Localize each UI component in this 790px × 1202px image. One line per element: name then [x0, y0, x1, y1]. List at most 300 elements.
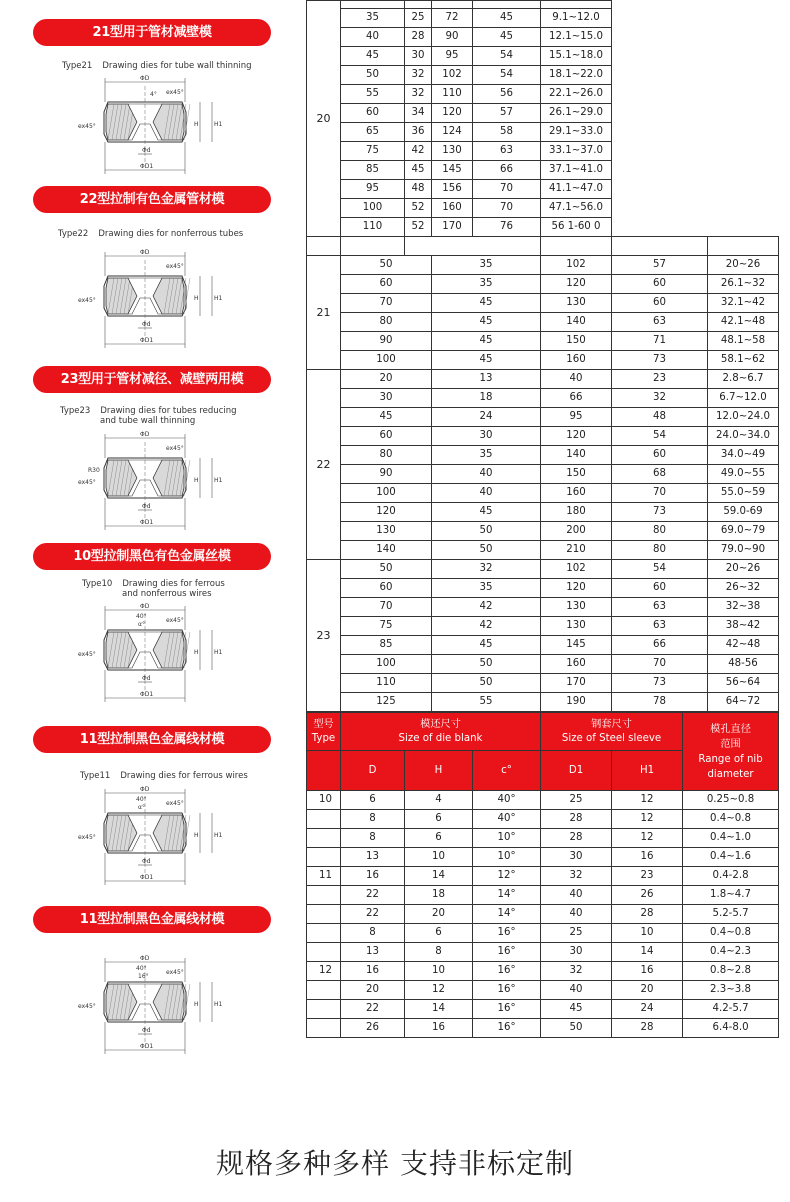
dim-H-label: H: [194, 832, 199, 839]
table-cell: 49.0~55: [708, 465, 779, 484]
table-cell: 130: [432, 142, 473, 161]
table-cell: 34: [405, 104, 432, 123]
drawing-desc-line: and tube wall thinning: [100, 416, 196, 426]
table-cell: 16°: [473, 1019, 541, 1038]
table-cell: 12: [405, 981, 473, 1000]
table-cell: 52: [405, 218, 432, 237]
table-cell: 66: [473, 161, 541, 180]
table-cell: 124: [432, 123, 473, 142]
table-cell: 73: [612, 351, 708, 370]
table-cell: 42: [405, 142, 432, 161]
type-cell: [307, 905, 341, 924]
table-cell: 36: [405, 123, 432, 142]
table-cell: 16: [341, 867, 405, 886]
table-cell: 29.1~33.0: [541, 123, 612, 142]
table-cell: 40: [541, 370, 612, 389]
table-row: [307, 943, 779, 962]
table-cell: 40°: [473, 791, 541, 810]
table-cell: 69.0~79: [708, 522, 779, 541]
table-row: [307, 905, 779, 924]
table-cell: 22: [341, 1000, 405, 1019]
dim-D1-label: ΦD1: [140, 691, 154, 698]
table-cell: 55: [432, 693, 541, 712]
table-cell: 0.25~0.8: [683, 791, 779, 810]
table-cell: 48: [405, 180, 432, 199]
table-cell: 160: [541, 351, 612, 370]
table-cell: 58: [473, 123, 541, 142]
table-cell: 1.8~4.7: [683, 886, 779, 905]
table-cell: 85: [341, 636, 432, 655]
table-cell: 16°: [473, 981, 541, 1000]
table-row: [307, 218, 779, 237]
dim-H1-label: H1: [214, 649, 223, 656]
type-cell: [307, 943, 341, 962]
table-cell: 30: [541, 848, 612, 867]
table-cell: 13: [432, 370, 541, 389]
dim-D1-label: ΦD1: [140, 337, 154, 344]
table-row: [307, 199, 779, 218]
table-cell: 42~48: [708, 636, 779, 655]
table-cell: 120: [541, 579, 612, 598]
table-cell: 65: [341, 123, 405, 142]
table-cell: 130: [341, 522, 432, 541]
dim-D-label: ΦD: [140, 431, 150, 438]
header-blank-cn: 模还尺寸: [420, 718, 461, 730]
table-row: [307, 408, 779, 427]
table-cell: 41.1~47.0: [541, 180, 612, 199]
ex45-label-top: ex45°: [166, 445, 184, 452]
table-row: [307, 28, 779, 47]
table-cell: 95: [541, 408, 612, 427]
dim-d-label: Φd: [142, 321, 151, 328]
table-cell: [708, 237, 779, 256]
table-row: [307, 1, 779, 9]
table-cell: 12: [612, 791, 683, 810]
table-cell: 60: [341, 579, 432, 598]
table-cell: 6: [405, 924, 473, 943]
table-cell: [708, 199, 779, 218]
ex45-label-top: ex45°: [166, 969, 184, 976]
table-cell: 16: [612, 848, 683, 867]
table-cell: 35: [432, 256, 541, 275]
table-cell: 0.8~2.8: [683, 962, 779, 981]
table-cell: [612, 66, 708, 85]
table-cell: 130: [541, 598, 612, 617]
table-cell: [612, 237, 708, 256]
table-cell: [612, 161, 708, 180]
table-cell: [708, 9, 779, 28]
table-cell: [405, 1, 432, 9]
table-cell: 210: [541, 541, 612, 560]
spec-table-tubes: [306, 0, 779, 712]
table-cell: 26.1~29.0: [541, 104, 612, 123]
table-cell: 160: [432, 199, 473, 218]
table-row: [307, 674, 779, 693]
table-cell: 50: [341, 256, 432, 275]
table-cell: 6.4-8.0: [683, 1019, 779, 1038]
table-cell: 160: [541, 655, 612, 674]
table-cell: 52: [405, 199, 432, 218]
table-cell: 13: [341, 848, 405, 867]
table-cell: 20: [341, 981, 405, 1000]
table-cell: 54: [473, 47, 541, 66]
header-type-cn: 型号: [313, 718, 334, 730]
table-cell: 90: [341, 332, 432, 351]
type-cell: 11: [307, 867, 341, 886]
table-cell: [708, 218, 779, 237]
table-cell: 16: [405, 1019, 473, 1038]
table-row: [307, 351, 779, 370]
die-drawing: [40, 783, 260, 903]
table-cell: 71: [612, 332, 708, 351]
table-cell: 80: [612, 522, 708, 541]
table-cell: 50: [432, 541, 541, 560]
drawing-type-label: Type10: [82, 579, 113, 589]
type-cell: 20: [307, 1, 341, 237]
table-row: [307, 579, 779, 598]
die-drawing: [40, 600, 260, 720]
drawing-caption: [58, 229, 243, 239]
table-cell: 50: [432, 655, 541, 674]
table-cell: 57: [612, 256, 708, 275]
table-cell: 18.1~22.0: [541, 66, 612, 85]
ex45-label-left: ex45°: [78, 123, 96, 130]
table-cell: 120: [341, 503, 432, 522]
table-cell: 2.3~3.8: [683, 981, 779, 1000]
table-cell: 90: [432, 28, 473, 47]
table-cell: 45: [473, 9, 541, 28]
table-cell: 4.2-5.7: [683, 1000, 779, 1019]
table-cell: 80: [341, 446, 432, 465]
table-cell: 66: [612, 636, 708, 655]
table-cell: 100: [341, 199, 405, 218]
table-cell: [612, 1, 708, 9]
table-row: [307, 962, 779, 981]
table-row: [307, 791, 779, 810]
drawing-type-label: Type21: [62, 61, 93, 71]
header-nib-line: 模孔直径: [710, 723, 751, 735]
table-row: [307, 85, 779, 104]
table-cell: [612, 28, 708, 47]
table-cell: 16: [612, 962, 683, 981]
table-cell: 35: [341, 9, 405, 28]
table-cell: 23: [612, 370, 708, 389]
table-cell: 102: [432, 66, 473, 85]
table-cell: 28: [541, 810, 612, 829]
angle-16-label: 16°: [138, 973, 149, 980]
table-cell: 63: [473, 142, 541, 161]
table-row: [307, 655, 779, 674]
table-cell: [708, 161, 779, 180]
dim-D-label: ΦD: [140, 786, 150, 793]
table-cell: 45: [432, 636, 541, 655]
table-cell: 0.4~1.0: [683, 829, 779, 848]
table-cell: 18: [405, 886, 473, 905]
table-row: [307, 829, 779, 848]
ex45-label-top: ex45°: [166, 263, 184, 270]
table-cell: 40: [432, 484, 541, 503]
dim-D-label: ΦD: [140, 75, 150, 82]
table-cell: 16°: [473, 943, 541, 962]
table-cell: [708, 142, 779, 161]
ex45-label-left: ex45°: [78, 834, 96, 841]
table-cell: 32: [405, 85, 432, 104]
type-cell: 21: [307, 256, 341, 370]
table-cell: 20: [341, 370, 432, 389]
table-cell: 150: [541, 332, 612, 351]
table-cell: 45: [541, 1000, 612, 1019]
drawing-desc-line: and nonferrous wires: [122, 589, 212, 599]
table-cell: 0.4~1.6: [683, 848, 779, 867]
table-cell: 8: [405, 943, 473, 962]
dim-d-label: Φd: [142, 503, 151, 510]
bottom-slogan: 规格多种多样 支持非标定制: [216, 1147, 574, 1180]
table-row: [307, 446, 779, 465]
table-row: [307, 1000, 779, 1019]
die-drawing: [40, 72, 260, 192]
angle-40-label: 40°: [136, 796, 147, 803]
table-cell: 28: [405, 28, 432, 47]
table-row: [307, 427, 779, 446]
dim-H1-label: H1: [214, 1001, 223, 1008]
drawing-type-label: Type23: [60, 406, 91, 416]
dim-H-label: H: [194, 1001, 199, 1008]
table-cell: 63: [612, 598, 708, 617]
table-cell: 2.8~6.7: [708, 370, 779, 389]
header-row: [307, 713, 779, 751]
table-row: [307, 541, 779, 560]
dim-D-label: ΦD: [140, 249, 150, 256]
table-cell: 70: [341, 598, 432, 617]
table-cell: 30: [432, 427, 541, 446]
table-cell: 34.0~49: [708, 446, 779, 465]
table-cell: 32~38: [708, 598, 779, 617]
table-cell: 68: [612, 465, 708, 484]
table-row: [307, 370, 779, 389]
table-cell: 120: [432, 104, 473, 123]
table-cell: 60: [341, 104, 405, 123]
table-cell: 12.0~24.0: [708, 408, 779, 427]
table-row: [307, 9, 779, 28]
table-cell: 42: [432, 617, 541, 636]
angle-40-label: 40°: [136, 965, 147, 972]
table-cell: 50: [541, 1019, 612, 1038]
header-col: D: [341, 751, 405, 791]
section-title-6: 11型拉制黑色金属线材模: [33, 906, 271, 933]
dim-H1-label: H1: [214, 121, 223, 128]
drawing-desc-line: Drawing dies for tube wall thinning: [102, 61, 252, 71]
table-row: [307, 810, 779, 829]
table-cell: 55: [341, 85, 405, 104]
table-cell: 6: [405, 810, 473, 829]
die-drawing: [40, 428, 260, 548]
table-cell: 180: [541, 503, 612, 522]
table-cell: 28: [612, 1019, 683, 1038]
table-cell: 60: [341, 427, 432, 446]
drawing-desc-line: Drawing dies for ferrous wires: [120, 771, 248, 781]
dim-H1-label: H1: [214, 832, 223, 839]
drawing-type-label: Type11: [80, 771, 111, 781]
table-cell: 30: [341, 389, 432, 408]
table-cell: 40: [341, 28, 405, 47]
table-row: [307, 924, 779, 943]
table-cell: 26: [612, 886, 683, 905]
table-row: [307, 465, 779, 484]
table-cell: 95: [341, 180, 405, 199]
table-cell: 35: [432, 579, 541, 598]
table-cell: 42: [432, 598, 541, 617]
table-cell: 22: [341, 886, 405, 905]
table-cell: 80: [612, 541, 708, 560]
table-cell: [612, 85, 708, 104]
table-cell: 100: [341, 351, 432, 370]
type-cell: 10: [307, 791, 341, 810]
table-cell: 130: [541, 294, 612, 313]
table-cell: 45: [432, 332, 541, 351]
table-cell: 38~42: [708, 617, 779, 636]
table-cell: 33.1~37.0: [541, 142, 612, 161]
header-blank-en: Size of die blank: [398, 732, 483, 744]
table-cell: 76: [473, 218, 541, 237]
table-row: [307, 1019, 779, 1038]
table-cell: 73: [612, 674, 708, 693]
table-row: [307, 636, 779, 655]
table-cell: 63: [612, 617, 708, 636]
type-cell: [307, 924, 341, 943]
header-col: D1: [541, 751, 612, 791]
table-cell: 32: [612, 389, 708, 408]
angle-4-label: 4°: [150, 91, 157, 98]
table-row: [307, 598, 779, 617]
table-cell: 30: [541, 943, 612, 962]
table-cell: 35: [432, 275, 541, 294]
table-cell: 45: [432, 503, 541, 522]
table-cell: 12: [612, 829, 683, 848]
type-cell: [307, 1019, 341, 1038]
table-cell: 14°: [473, 905, 541, 924]
table-row: [307, 617, 779, 636]
table-row: [307, 848, 779, 867]
dim-D1-label: ΦD1: [140, 163, 154, 170]
table-cell: [708, 123, 779, 142]
table-cell: 56: [473, 85, 541, 104]
table-cell: 70: [612, 655, 708, 674]
table-cell: 32: [541, 867, 612, 886]
table-cell: [708, 85, 779, 104]
dim-D-label: ΦD: [140, 955, 150, 962]
header-nib-line: diameter: [707, 768, 754, 780]
table-cell: 110: [341, 218, 405, 237]
table-row: [307, 294, 779, 313]
section-title-3: 23型用于管材减径、减壁两用模: [33, 366, 271, 393]
table-cell: [708, 66, 779, 85]
table-cell: 55.0~59: [708, 484, 779, 503]
table-cell: [341, 1, 405, 9]
dim-D1-label: ΦD1: [140, 1043, 154, 1050]
table-cell: 70: [473, 199, 541, 218]
table-cell: 25: [541, 791, 612, 810]
dim-H-label: H: [194, 477, 199, 484]
table-cell: 78: [612, 693, 708, 712]
table-cell: 12.1~15.0: [541, 28, 612, 47]
table-cell: 37.1~41.0: [541, 161, 612, 180]
table-cell: [432, 1, 473, 9]
table-cell: 25: [405, 9, 432, 28]
table-cell: 140: [341, 541, 432, 560]
table-cell: 102: [541, 256, 612, 275]
table-row: [307, 66, 779, 85]
dim-D1-label: ΦD1: [140, 519, 154, 526]
table-row: [307, 886, 779, 905]
table-cell: 9.1~12.0: [541, 9, 612, 28]
table-cell: 26.1~32: [708, 275, 779, 294]
table-cell: 22.1~26.0: [541, 85, 612, 104]
dim-d-label: Φd: [142, 1027, 151, 1034]
table-cell: 70: [341, 294, 432, 313]
header-nib-line: Range of nib: [698, 753, 763, 765]
drawing-caption: [80, 771, 248, 781]
table-cell: 10: [405, 962, 473, 981]
table-cell: 60: [612, 446, 708, 465]
table-row: [307, 313, 779, 332]
table-cell: 20~26: [708, 256, 779, 275]
table-cell: 72: [432, 9, 473, 28]
dim-H-label: H: [194, 121, 199, 128]
dim-H-label: H: [194, 649, 199, 656]
table-cell: 156: [432, 180, 473, 199]
table-cell: [708, 104, 779, 123]
header-sleeve-cn: 钢套尺寸: [591, 718, 632, 730]
dim-d-label: Φd: [142, 675, 151, 682]
header-nib: [683, 713, 779, 791]
ex45-label-left: ex45°: [78, 297, 96, 304]
table-cell: 45: [432, 313, 541, 332]
table-cell: [612, 142, 708, 161]
table-cell: 24: [432, 408, 541, 427]
drawing-desc-line: Drawing dies for nonferrous tubes: [98, 229, 244, 239]
drawing-desc-line: Drawing dies for tubes reducing: [100, 406, 237, 416]
table-cell: 48-56: [708, 655, 779, 674]
table-cell: [307, 237, 341, 256]
type-cell: [307, 848, 341, 867]
drawing-type-label: Type22: [58, 229, 89, 239]
table-cell: 60: [341, 275, 432, 294]
table-cell: 40: [432, 465, 541, 484]
header-col: c°: [473, 751, 541, 791]
table-cell: 50: [341, 66, 405, 85]
type-cell: [307, 886, 341, 905]
table-row: [307, 332, 779, 351]
table-cell: 0.4-2.8: [683, 867, 779, 886]
table-cell: 45: [405, 161, 432, 180]
table-row: [307, 161, 779, 180]
table-cell: 28: [541, 829, 612, 848]
table-cell: 30: [405, 47, 432, 66]
r30-label: R30: [88, 467, 100, 474]
table-cell: 40: [541, 981, 612, 1000]
table-cell: 24.0~34.0: [708, 427, 779, 446]
table-cell: 100: [341, 484, 432, 503]
type-cell: [307, 810, 341, 829]
table-row: [307, 981, 779, 1000]
table-cell: 120: [541, 427, 612, 446]
table-cell: 75: [341, 142, 405, 161]
table-cell: 22: [341, 905, 405, 924]
table-row: [307, 484, 779, 503]
table-cell: 110: [432, 85, 473, 104]
table-cell: 102: [541, 560, 612, 579]
table-cell: 54: [473, 66, 541, 85]
